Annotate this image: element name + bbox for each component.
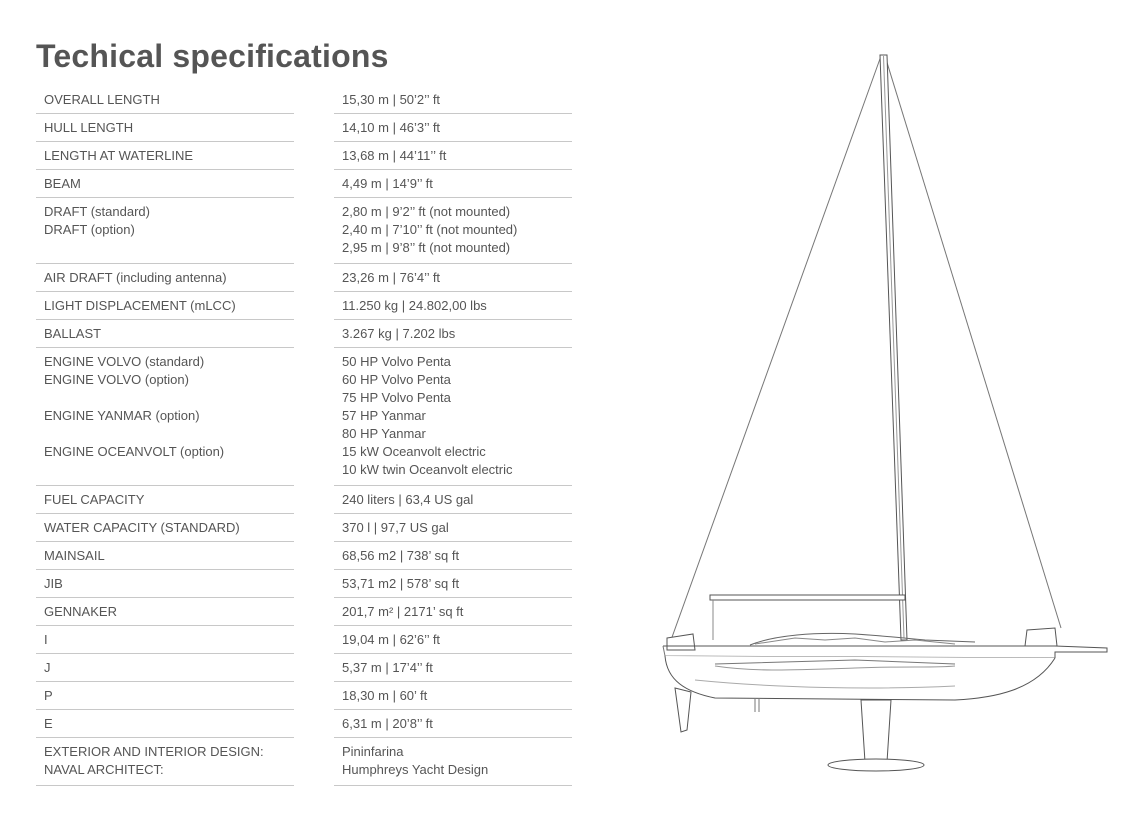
spec-label-line: ENGINE OCEANVOLT (option) [44,444,225,459]
spec-value [334,542,572,570]
hull [665,656,1055,700]
keel [861,700,891,762]
spec-label-line: E [44,716,53,731]
spec-label-line: HULL LENGTH [44,120,134,135]
spec-label [36,348,294,486]
spec-value [334,264,572,292]
spec-value-line: 6,31 m | 20’8’’ ft [342,716,433,731]
spec-value-line: 240 liters | 63,4 US gal [342,492,474,507]
spec-value-line: 10 kW twin Oceanvolt electric [342,462,513,477]
spec-value [334,710,572,738]
spec-label [36,198,294,264]
spec-row [36,626,572,654]
spec-value [334,348,572,486]
spec-label-line: J [44,660,51,675]
spec-row [36,348,572,486]
spec-value-line: Pininfarina [342,744,404,759]
spec-value [334,654,572,682]
spec-row [36,170,572,198]
spec-value-line: 13,68 m | 44’11’’ ft [342,148,447,163]
spec-value-line: 80 HP Yanmar [342,426,426,441]
spec-label [36,142,294,170]
spec-value-line: 2,95 m | 9’8’’ ft (not mounted) [342,240,511,255]
spec-label-line: ENGINE VOLVO (standard) [44,354,205,369]
spec-label-line: DRAFT (option) [44,222,135,237]
spec-value [334,486,572,514]
spec-value-line: 5,37 m | 17’4’’ ft [342,660,433,675]
spec-value [334,142,572,170]
spec-label-line: I [44,632,48,647]
spec-row [36,142,572,170]
spec-label-line [44,389,294,407]
spec-label-line [44,425,294,443]
spec-row [36,514,572,542]
spec-value [334,514,572,542]
spec-row [36,654,572,682]
spec-label [36,86,294,114]
spec-value-line: 57 HP Yanmar [342,408,426,423]
spec-value-line: 19,04 m | 62’6’’ ft [342,632,441,647]
spec-value-line: 15,30 m | 50’2’’ ft [342,92,441,107]
spec-value-line: 11.250 kg | 24.802,00 lbs [342,298,487,313]
spec-value-line: Humphreys Yacht Design [342,762,489,777]
spec-label-line: JIB [44,576,63,591]
spec-label [36,654,294,682]
spec-value [334,170,572,198]
spec-label [36,738,294,786]
spec-value-line: 2,80 m | 9’2’’ ft (not mounted) [342,204,511,219]
spec-value-line: 4,49 m | 14’9’’ ft [342,176,433,191]
spec-label-line: BALLAST [44,326,102,341]
spec-row [36,598,572,626]
page-title: Techical specifications [36,38,389,74]
spec-label [36,264,294,292]
spec-label-line: AIR DRAFT (including antenna) [44,270,227,285]
stern-pulpit [1025,628,1057,646]
spec-label-line: LENGTH AT WATERLINE [44,148,194,163]
spec-value-line: 370 l | 97,7 US gal [342,520,449,535]
spec-row [36,738,572,786]
spec-value-line: 53,71 m2 | 578’ sq ft [342,576,460,591]
spec-value [334,598,572,626]
spec-row [36,264,572,292]
spec-label-line: FUEL CAPACITY [44,492,145,507]
spec-label-line: ENGINE VOLVO (option) [44,372,189,387]
spec-value-line: 23,26 m | 76’4’’ ft [342,270,441,285]
spec-label [36,486,294,514]
spec-label [36,598,294,626]
spec-value [334,292,572,320]
spec-value-line: 3.267 kg | 7.202 lbs [342,326,456,341]
spec-row [36,710,572,738]
forestay-line [671,56,881,640]
spec-value-line: 68,56 m2 | 738’ sq ft [342,548,460,563]
spec-row [36,486,572,514]
spec-value-line: 60 HP Volvo Penta [342,372,451,387]
spec-label-line: GENNAKER [44,604,117,619]
spec-label [36,292,294,320]
spec-label [36,710,294,738]
spec-value-line: 14,10 m | 46’3’’ ft [342,120,441,135]
boom [710,595,905,600]
spec-row [36,320,572,348]
spec-row [36,682,572,710]
sailboat-drawing [655,40,1115,785]
spec-value-line: 75 HP Volvo Penta [342,390,451,405]
spec-value [334,626,572,654]
spec-label [36,542,294,570]
spec-value-line: 50 HP Volvo Penta [342,354,451,369]
spec-value [334,320,572,348]
spec-label-line: OVERALL LENGTH [44,92,160,107]
spec-row [36,114,572,142]
spec-label-line: ENGINE YANMAR (option) [44,408,200,423]
spec-row [36,86,572,114]
spec-label-line: MAINSAIL [44,548,105,563]
spec-label [36,114,294,142]
rudder [675,688,691,732]
specifications-table [36,86,572,786]
spec-row [36,198,572,264]
backstay-line [885,56,1061,628]
spec-value-line: 2,40 m | 7’10’’ ft (not mounted) [342,222,518,237]
spec-label-line: P [44,688,53,703]
spec-value [334,682,572,710]
spec-value [334,570,572,598]
spec-value [334,198,572,264]
spec-label-line: LIGHT DISPLACEMENT (mLCC) [44,298,236,313]
spec-label-line: NAVAL ARCHITECT: [44,762,164,777]
spec-value-line: 201,7 m² | 2171’ sq ft [342,604,464,619]
spec-label-line: WATER CAPACITY (STANDARD) [44,520,240,535]
spec-value [334,86,572,114]
spec-label-line: DRAFT (standard) [44,204,150,219]
spec-label [36,514,294,542]
spec-label-line: EXTERIOR AND INTERIOR DESIGN: [44,744,264,759]
spec-label [36,170,294,198]
spec-label [36,682,294,710]
spec-label-line: BEAM [44,176,81,191]
spec-value-line: 18,30 m | 60’ ft [342,688,428,703]
spec-label [36,626,294,654]
keel-bulb [828,759,924,771]
spec-label [36,320,294,348]
spec-value [334,738,572,786]
spec-row [36,570,572,598]
spec-value [334,114,572,142]
pulpit [667,634,695,650]
spec-row [36,542,572,570]
spec-row [36,292,572,320]
spec-value-line: 15 kW Oceanvolt electric [342,444,486,459]
spec-label [36,570,294,598]
